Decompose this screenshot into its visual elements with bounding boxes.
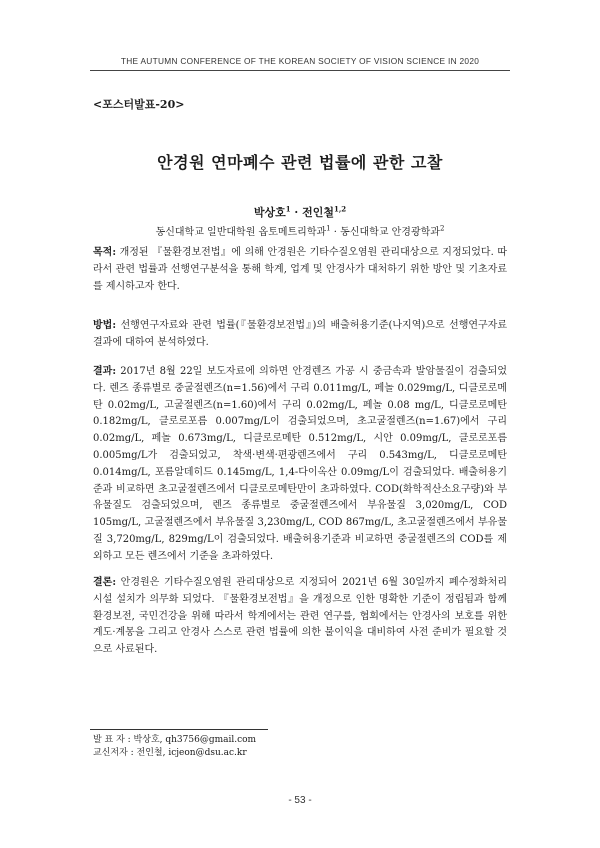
- author-2-sup: 1,2: [333, 204, 347, 214]
- footnote-divider: [90, 729, 268, 730]
- page-number: - 53 -: [288, 795, 312, 806]
- conclusion-paragraph: [93, 575, 507, 659]
- affiliation-2-sup: 2: [439, 224, 445, 233]
- paper-title: 안경원 연마폐수 관련 법률에 관한 고찰: [157, 153, 443, 172]
- conference-header: THE AUTUMN CONFERENCE OF THE KOREAN SOCIETY OF VISION SCIENCE IN 2020: [120, 56, 480, 66]
- purpose-text: 개정된 『물환경보전법』에 의해 안경원은 기타수질오염원 관리대상으로 지정되었다. 따라서 관련 법률과 선행연구분석을 통해 학계, 업계 및 안경사가 대처하기 위한 방안 및 기초자료를 제시하고자 한다.: [93, 247, 507, 292]
- corresponding-author-footnote: 교신저자 : 전인철, icjeon@dsu.ac.kr: [93, 748, 247, 758]
- method-paragraph: [93, 318, 507, 352]
- result-text: 2017년 8월 22일 보도자료에 의하면 안경렌즈 가공 시 중금속과 발암물질이 검출되었다. 렌즈 종류별로 중굴절렌즈(n=1.56)에서 구리 0.011mg/L, 페놀 0.029mg/L, 디클로로메탄 0.02mg/L, 고굴절렌즈(n=1.60)에서 구리 0.02mg/L, 페놀 0.08 mg/L, 디클로로메탄 0.182mg/L, 클로로포름 0.007mg/L이 검출되었으며, 초고굴절렌즈(n=1.67)에서 구리 0.02mg/L, 페놀 0.673mg/L, 디클로로메탄 0.512mg/L, 시안 0.09mg/L, 클로로포름 0.005mg/L가 검출되었고, 착색·변색·편광렌즈에서 구리 0.543mg/L, 디클로로메탄 0.014mg/L, 포름알데히드 0.145mg/L, 1,4-다이옥산 0.09mg/L이 검출되었다. 배출허용기준과 비교하면 초고굴절렌즈에서 디클로로메탄만이 초과하였다. COD(화학적산소요구량)와 부유물질도 검출되었으며, 렌즈 종류별로 중굴절렌즈에서 부유물질 3,020mg/L, COD 105mg/L, 고굴절렌즈에서 부유물질 3,230mg/L, COD 867mg/L, 초고굴절렌즈에서 부유물질 3,720mg/L, 829mg/L이 검출되었다. 배출허용기준과 비교하면 중굴절렌즈의 COD를 제외하고 모든 렌즈에서 기준을 초과하였다.: [93, 366, 507, 562]
- result-label: 결과:: [93, 366, 117, 377]
- author-1-sup: 1: [285, 204, 291, 214]
- affiliation-separator: ·: [330, 227, 341, 238]
- affiliation-1-sup: 1: [326, 224, 331, 233]
- method-label: 방법:: [93, 320, 117, 331]
- affiliation-1: 동신대학교 일반대학원 옵토메트리학과: [155, 227, 327, 238]
- result-paragraph: [93, 364, 507, 566]
- conclusion-text: 안경원은 기타수질오염원 관리대상으로 지정되어 2021년 6월 30일까지 폐수정화처리 시설 설치가 의무화 되었다. 『물환경보전법』을 개정으로 인한 명확한 기준이 정립됨과 함께 환경보전, 국민건강을 위해 따라서 학계에서는 관련 연구를, 협회에서는 안경사의 보호를 위한 계도·계몽을 그리고 안경사 스스로 관련 법률에 의한 불이익을 대비하여 사전 준비가 필요할 것으로 사료된다.: [93, 577, 507, 656]
- method-text: 선행연구자료와 관련 법률(『물환경보전법』)의 배출허용기준(나지역)으로 선행연구자료 결과에 대하여 분석하였다.: [93, 320, 507, 348]
- session-tag: <포스터발표-20>: [93, 98, 185, 111]
- header-divider: [90, 70, 510, 71]
- author-1: 박상호: [253, 206, 286, 219]
- affiliation-line: [90, 223, 510, 238]
- purpose-label: 목적:: [93, 247, 117, 258]
- presenter-footnote: 발 표 자 : 박상호, qh3756@gmail.com: [93, 735, 257, 745]
- author-2: 전인철: [302, 206, 334, 219]
- purpose-paragraph: [93, 245, 507, 295]
- author-line: [90, 204, 510, 220]
- author-separator: ·: [290, 206, 303, 219]
- conclusion-label: 결론:: [93, 577, 117, 588]
- affiliation-2: 동신대학교 안경광학과: [340, 227, 440, 238]
